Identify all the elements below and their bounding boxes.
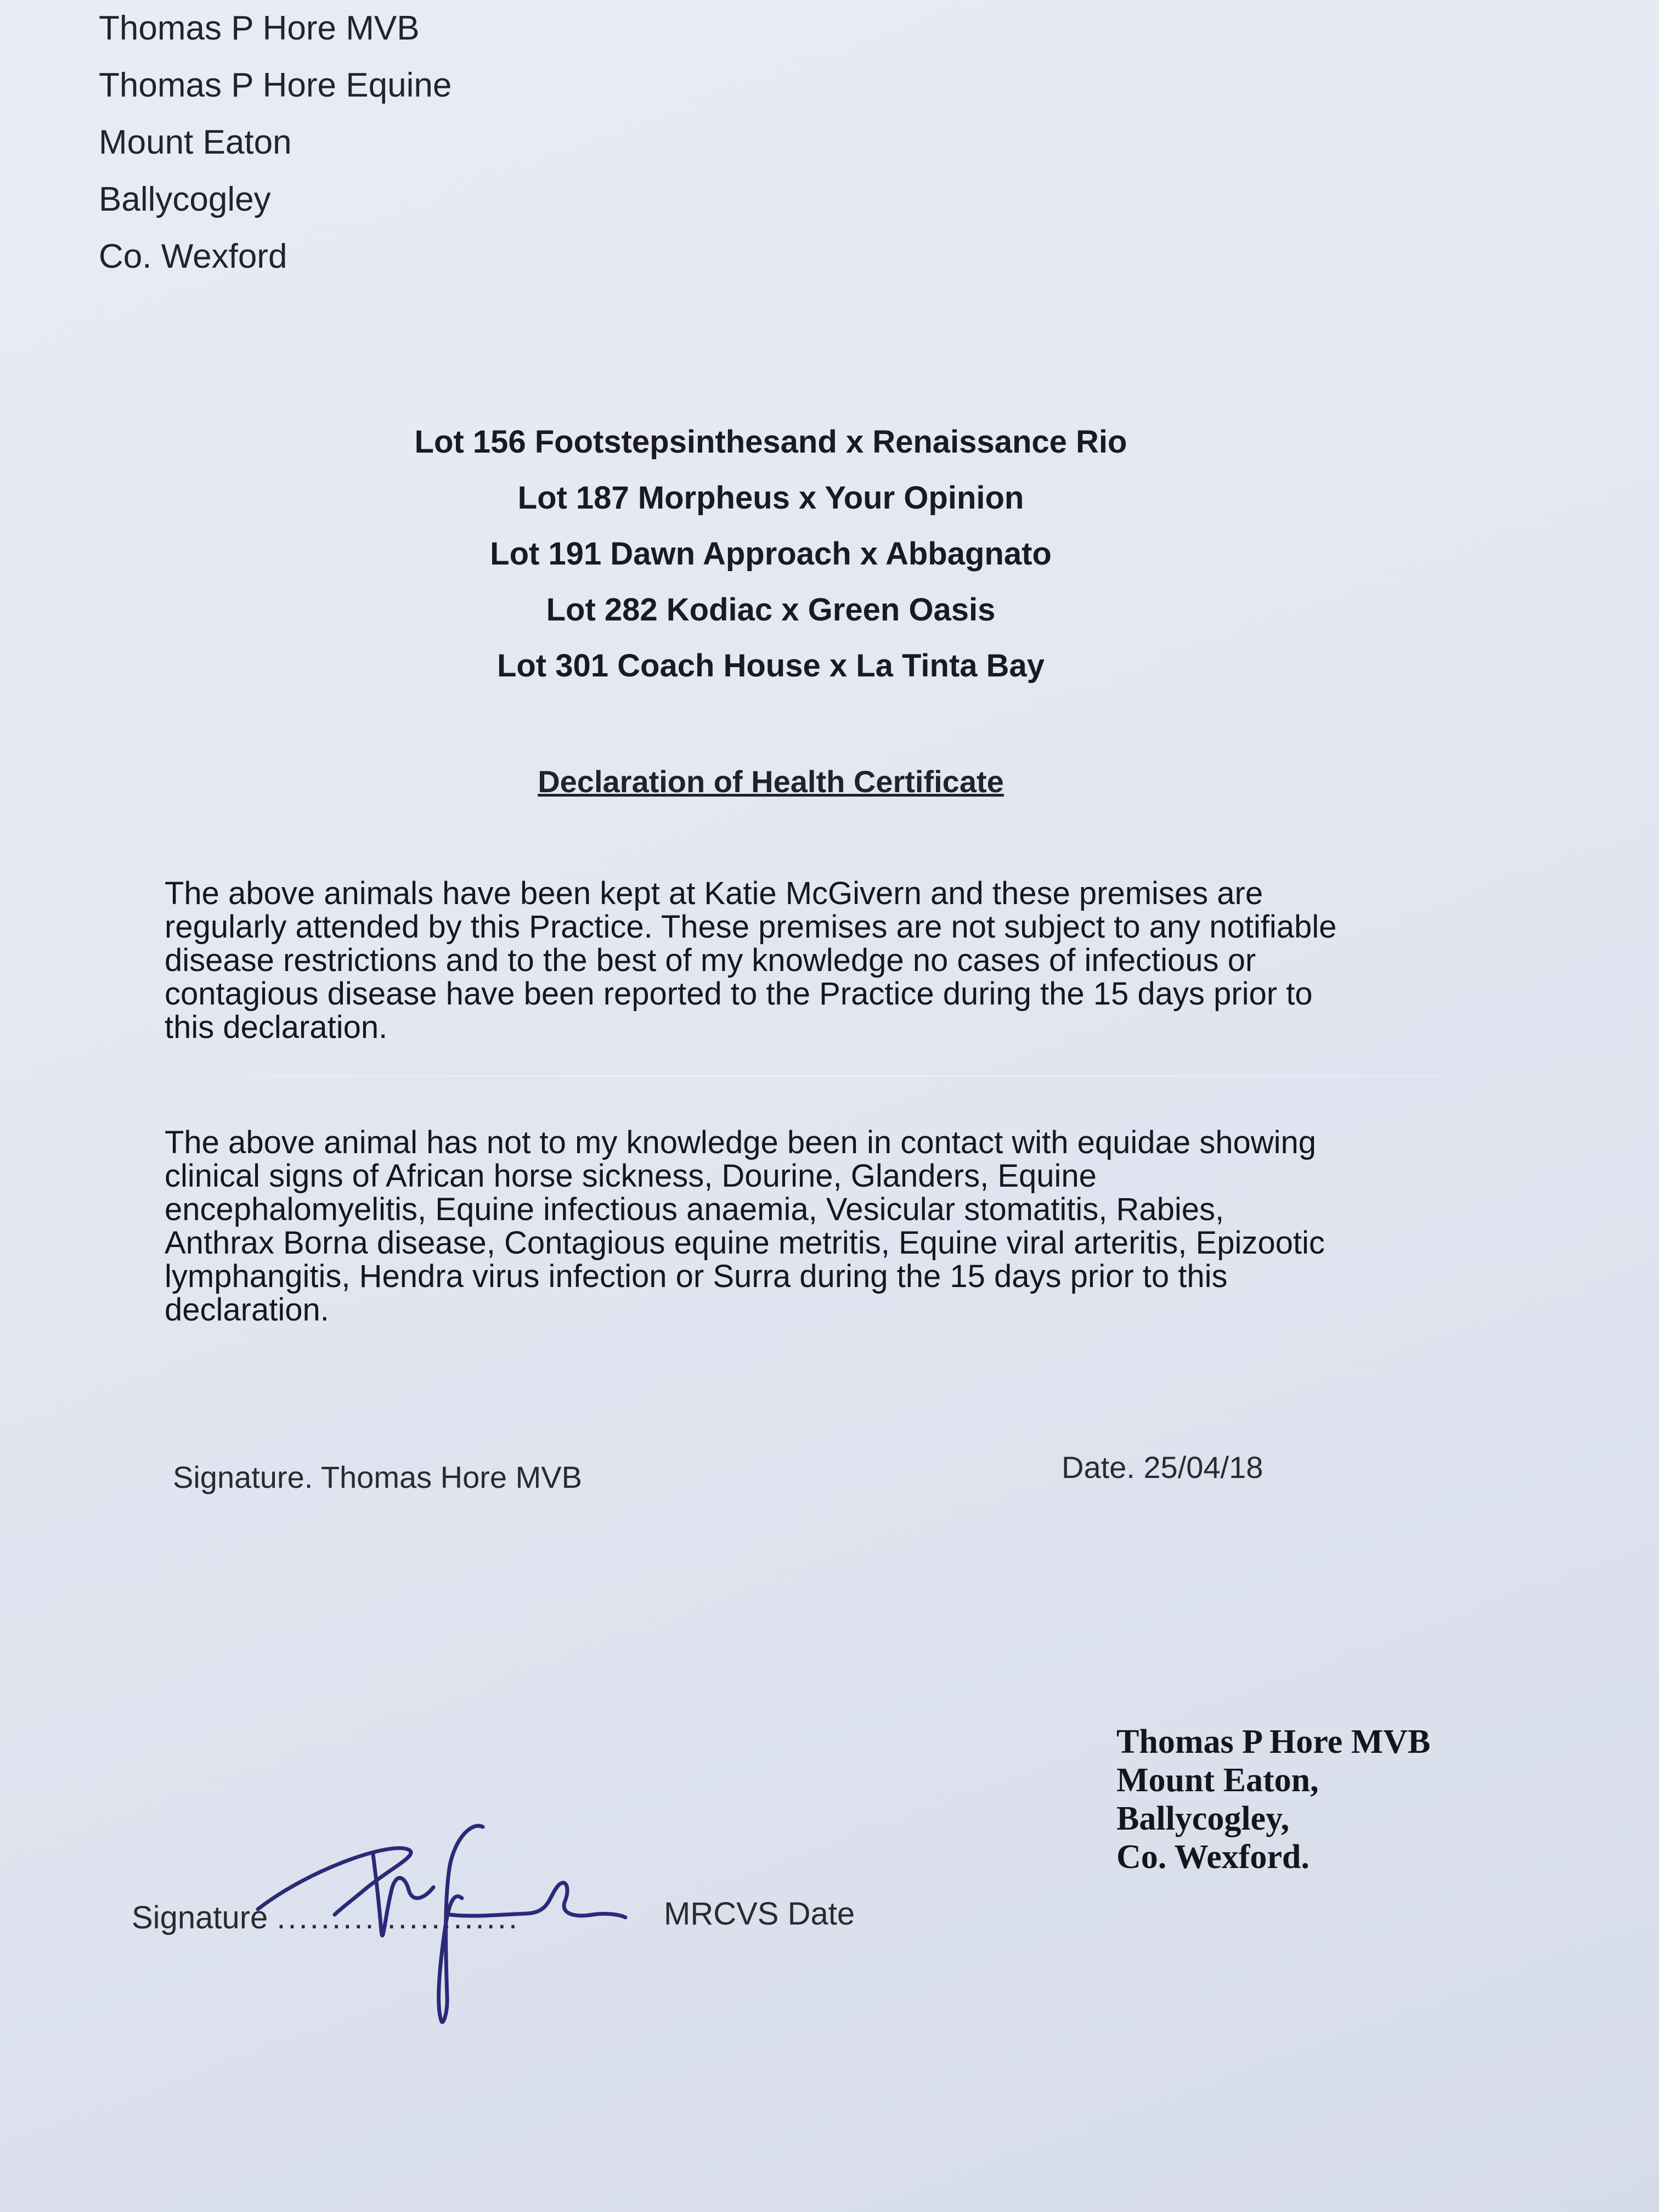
paragraph-line: Anthrax Borna disease, Contagious equine metritis, Equine viral arteritis, Epizootic — [165, 1225, 1325, 1261]
paragraph-line: The above animal has not to my knowledge been in contact with equidae showing — [165, 1125, 1316, 1160]
declaration-date: Date. 25/04/18 — [1062, 1450, 1263, 1485]
mrcvs-date-label: MRCVS Date — [664, 1896, 855, 1932]
lot-item: Lot 187 Morpheus x Your Opinion — [517, 480, 1024, 516]
premises-paragraph — [165, 877, 1437, 1044]
signature-dots: ...................... — [276, 1900, 520, 1936]
paragraph-line: contagious disease have been reported to the Practice during the 15 days prior to — [165, 976, 1313, 1012]
paragraph-line: regularly attended by this Practice. These premises are not subject to any notifiable — [165, 909, 1337, 945]
sender-line-name: Thomas P Hore MVB — [99, 9, 420, 47]
paragraph-line: clinical signs of African horse sickness, Dourine, Glanders, Equine — [165, 1158, 1097, 1194]
paragraph-line: encephalomyelitis, Equine infectious anaemia, Vesicular stomatitis, Rabies, — [165, 1192, 1224, 1227]
stamp-line: Mount Eaton, — [1116, 1762, 1319, 1799]
sender-line-county: Co. Wexford — [99, 238, 287, 275]
signature-label: Signature — [132, 1900, 268, 1936]
stamp-line: Co. Wexford. — [1116, 1838, 1310, 1876]
lot-item: Lot 282 Kodiac x Green Oasis — [546, 592, 996, 628]
paragraph-line: The above animals have been kept at Katie McGivern and these premises are — [165, 876, 1263, 911]
stamp-line: Ballycogley, — [1116, 1800, 1290, 1837]
typed-signature: Signature. Thomas Hore MVB — [173, 1460, 582, 1494]
paragraph-line: this declaration. — [165, 1009, 388, 1045]
stamp-line: Thomas P Hore MVB — [1116, 1723, 1431, 1760]
sender-address — [99, 0, 452, 285]
lot-list — [0, 414, 1542, 694]
sender-line-practice: Thomas P Hore Equine — [99, 66, 452, 104]
lot-item: Lot 156 Footstepsinthesand x Renaissance Rio — [414, 424, 1127, 460]
paragraph-line: declaration. — [165, 1292, 329, 1328]
sender-line-town: Ballycogley — [99, 180, 271, 218]
handwritten-signature — [241, 1805, 702, 2046]
lot-item: Lot 301 Coach House x La Tinta Bay — [496, 648, 1045, 684]
certificate-title: Declaration of Health Certificate — [538, 764, 1004, 799]
sender-line-street: Mount Eaton — [99, 123, 292, 161]
practice-stamp — [1116, 1723, 1430, 1876]
disease-contact-paragraph — [165, 1126, 1426, 1327]
paper-fold-line — [0, 1075, 1659, 1077]
lot-item: Lot 191 Dawn Approach x Abbagnato — [490, 536, 1052, 572]
paragraph-line: lymphangitis, Hendra virus infection or Surra during the 15 days prior to this — [165, 1259, 1228, 1294]
paragraph-line: disease restrictions and to the best of my knowledge no cases of infectious or — [165, 943, 1256, 978]
